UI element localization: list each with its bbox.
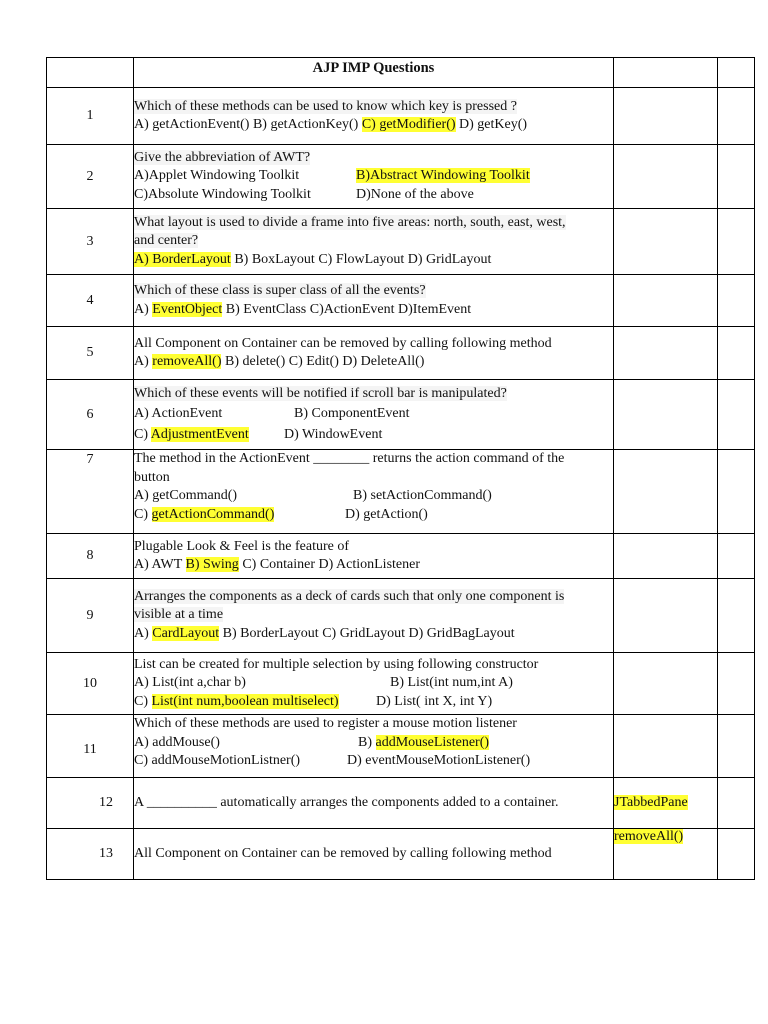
option-d: D) eventMouseMotionListener(): [347, 753, 531, 768]
table-header-row: [47, 58, 755, 88]
option-d: D) GridLayout: [407, 251, 492, 267]
question-text: Which of these methods are used to register a mouse motion listener: [134, 716, 517, 731]
question-text-line-2: and center?: [134, 233, 199, 249]
question-text: Give the abbreviation of AWT?: [134, 149, 311, 165]
question-cell: [134, 579, 614, 653]
option-a: A) getCommand(): [134, 488, 238, 503]
table-row: [47, 778, 755, 829]
table-row: [47, 534, 755, 579]
question-text: Which of these events will be notified if scroll bar is manipulated?: [134, 385, 507, 401]
option-a: A)Applet Windowing Toolkit: [134, 168, 300, 184]
table-row: [47, 209, 755, 275]
option-a: A) addMouse(): [134, 734, 220, 750]
option-d: D)ItemEvent: [398, 301, 472, 317]
question-text: Which of these methods can be used to know which key is pressed ?: [134, 98, 517, 114]
option-d: D) ActionListener: [318, 557, 421, 572]
question-cell: [134, 450, 614, 534]
question-text: All Component on Container can be removed by calling following method: [134, 845, 552, 861]
question-cell: [134, 829, 614, 880]
question-text-line-1: Arranges the components as a deck of cards such that only one component is: [134, 588, 565, 604]
question-number: 4: [47, 275, 134, 327]
question-text-line-1: What layout is used to divide a frame into five areas: north, south, east, west,: [134, 214, 566, 230]
option-b: B) EventClass: [225, 301, 307, 317]
table-row: [47, 327, 755, 380]
questions-table: [46, 57, 755, 880]
question-text-line-1: The method in the ActionEvent ________ returns the action command of the: [134, 451, 565, 466]
question-cell: [134, 145, 614, 209]
options-line: [134, 116, 613, 135]
question-cell: [134, 275, 614, 327]
table-row: [47, 829, 755, 880]
option-d: D) getKey(): [459, 117, 528, 132]
question-text-line-2: visible at a time: [134, 607, 224, 623]
option-b: B) getActionKey(): [252, 117, 359, 132]
option-d: D) getAction(): [345, 506, 428, 522]
question-text: List can be created for multiple selection by using following constructor: [134, 656, 539, 672]
question-number: 11: [47, 715, 134, 778]
option-a: A) getActionEvent(): [134, 117, 250, 132]
option-d: D) DeleteAll(): [342, 354, 425, 369]
table-row: [47, 145, 755, 209]
question-number: 10: [47, 653, 134, 715]
option-c-correct: C) getModifier(): [361, 117, 456, 132]
question-cell: [134, 653, 614, 715]
option-a: A) List(int a,char b): [134, 675, 246, 691]
option-d: D) GridBagLayout: [408, 625, 515, 641]
question-number: 1: [47, 88, 134, 145]
option-a-prefix: A): [134, 301, 153, 317]
option-c: C) GridLayout: [322, 625, 406, 641]
answer-cell: [614, 829, 718, 880]
question-number: 7: [47, 450, 134, 534]
document-title: AJP IMP Questions: [134, 58, 614, 88]
option-b: B) setActionCommand(): [353, 488, 492, 503]
question-cell: [134, 534, 614, 579]
option-a-correct: A) BorderLayout: [134, 251, 231, 267]
option-a-correct: removeAll(): [152, 354, 222, 369]
table-row: [47, 653, 755, 715]
question-text: All Component on Container can be removed by calling following method: [134, 335, 552, 351]
option-b: B) BorderLayout: [222, 625, 319, 641]
option-c: C)Absolute Windowing Toolkit: [134, 186, 311, 202]
option-b: B) ComponentEvent: [294, 406, 410, 422]
option-a-prefix: A): [134, 625, 153, 641]
question-text-line-2: button: [134, 469, 170, 485]
option-a-correct: CardLayout: [152, 625, 220, 641]
option-c-prefix: C): [134, 693, 152, 709]
option-a: A) ActionEvent: [134, 406, 223, 422]
option-a-prefix: A): [134, 354, 153, 369]
option-b-prefix: B): [358, 734, 376, 750]
option-b-correct: addMouseListener(): [375, 734, 490, 750]
question-text: Which of these class is super class of all the events?: [134, 283, 426, 298]
option-c-prefix: C): [134, 426, 151, 442]
option-b: B) delete(): [224, 354, 286, 369]
option-b-correct: B) Swing: [185, 557, 239, 572]
table-row: [47, 380, 755, 450]
question-number: 5: [47, 327, 134, 380]
option-b: B) BoxLayout: [234, 251, 315, 267]
question-number: 13: [47, 829, 134, 880]
option-a-correct: EventObject: [152, 301, 223, 317]
question-cell: [134, 715, 614, 778]
option-c: C) Edit(): [288, 354, 339, 369]
option-c: C) FlowLayout: [318, 251, 405, 267]
question-text: Plugable Look & Feel is the feature of: [134, 538, 349, 554]
option-c: C) addMouseMotionListner(): [134, 753, 301, 768]
question-text: A __________ automatically arranges the components added to a container.: [134, 794, 559, 810]
answer-cell: [614, 778, 718, 829]
option-d: D)None of the above: [356, 186, 474, 202]
option-b-correct: B)Abstract Windowing Toolkit: [356, 168, 530, 184]
question-number: 12: [47, 778, 134, 829]
table-row: [47, 88, 755, 145]
question-number: 9: [47, 579, 134, 653]
question-number: 3: [47, 209, 134, 275]
table-row: [47, 715, 755, 778]
table-row: [47, 450, 755, 534]
question-cell: [134, 88, 614, 145]
question-cell: [134, 209, 614, 275]
question-cell: [134, 327, 614, 380]
question-number: 8: [47, 534, 134, 579]
answer-text: removeAll(): [614, 829, 684, 844]
option-c-correct: getActionCommand(): [151, 506, 275, 522]
question-cell: [134, 778, 614, 829]
answer-text: JTabbedPane: [614, 795, 688, 810]
question-number: 2: [47, 145, 134, 209]
option-a: A) AWT: [134, 557, 183, 572]
option-c: C)ActionEvent: [309, 301, 395, 317]
option-c-correct: AdjustmentEvent: [150, 426, 249, 442]
option-c-prefix: C): [134, 506, 152, 522]
question-number: 6: [47, 380, 134, 450]
option-b: B) List(int num,int A): [390, 675, 513, 691]
table-row: [47, 579, 755, 653]
option-c: C) Container: [242, 557, 316, 572]
option-c-correct: List(int num,boolean multiselect): [151, 693, 339, 709]
question-cell: [134, 380, 614, 450]
table-row: [47, 275, 755, 327]
option-d: D) WindowEvent: [284, 426, 383, 442]
option-d: D) List( int X, int Y): [376, 693, 493, 709]
